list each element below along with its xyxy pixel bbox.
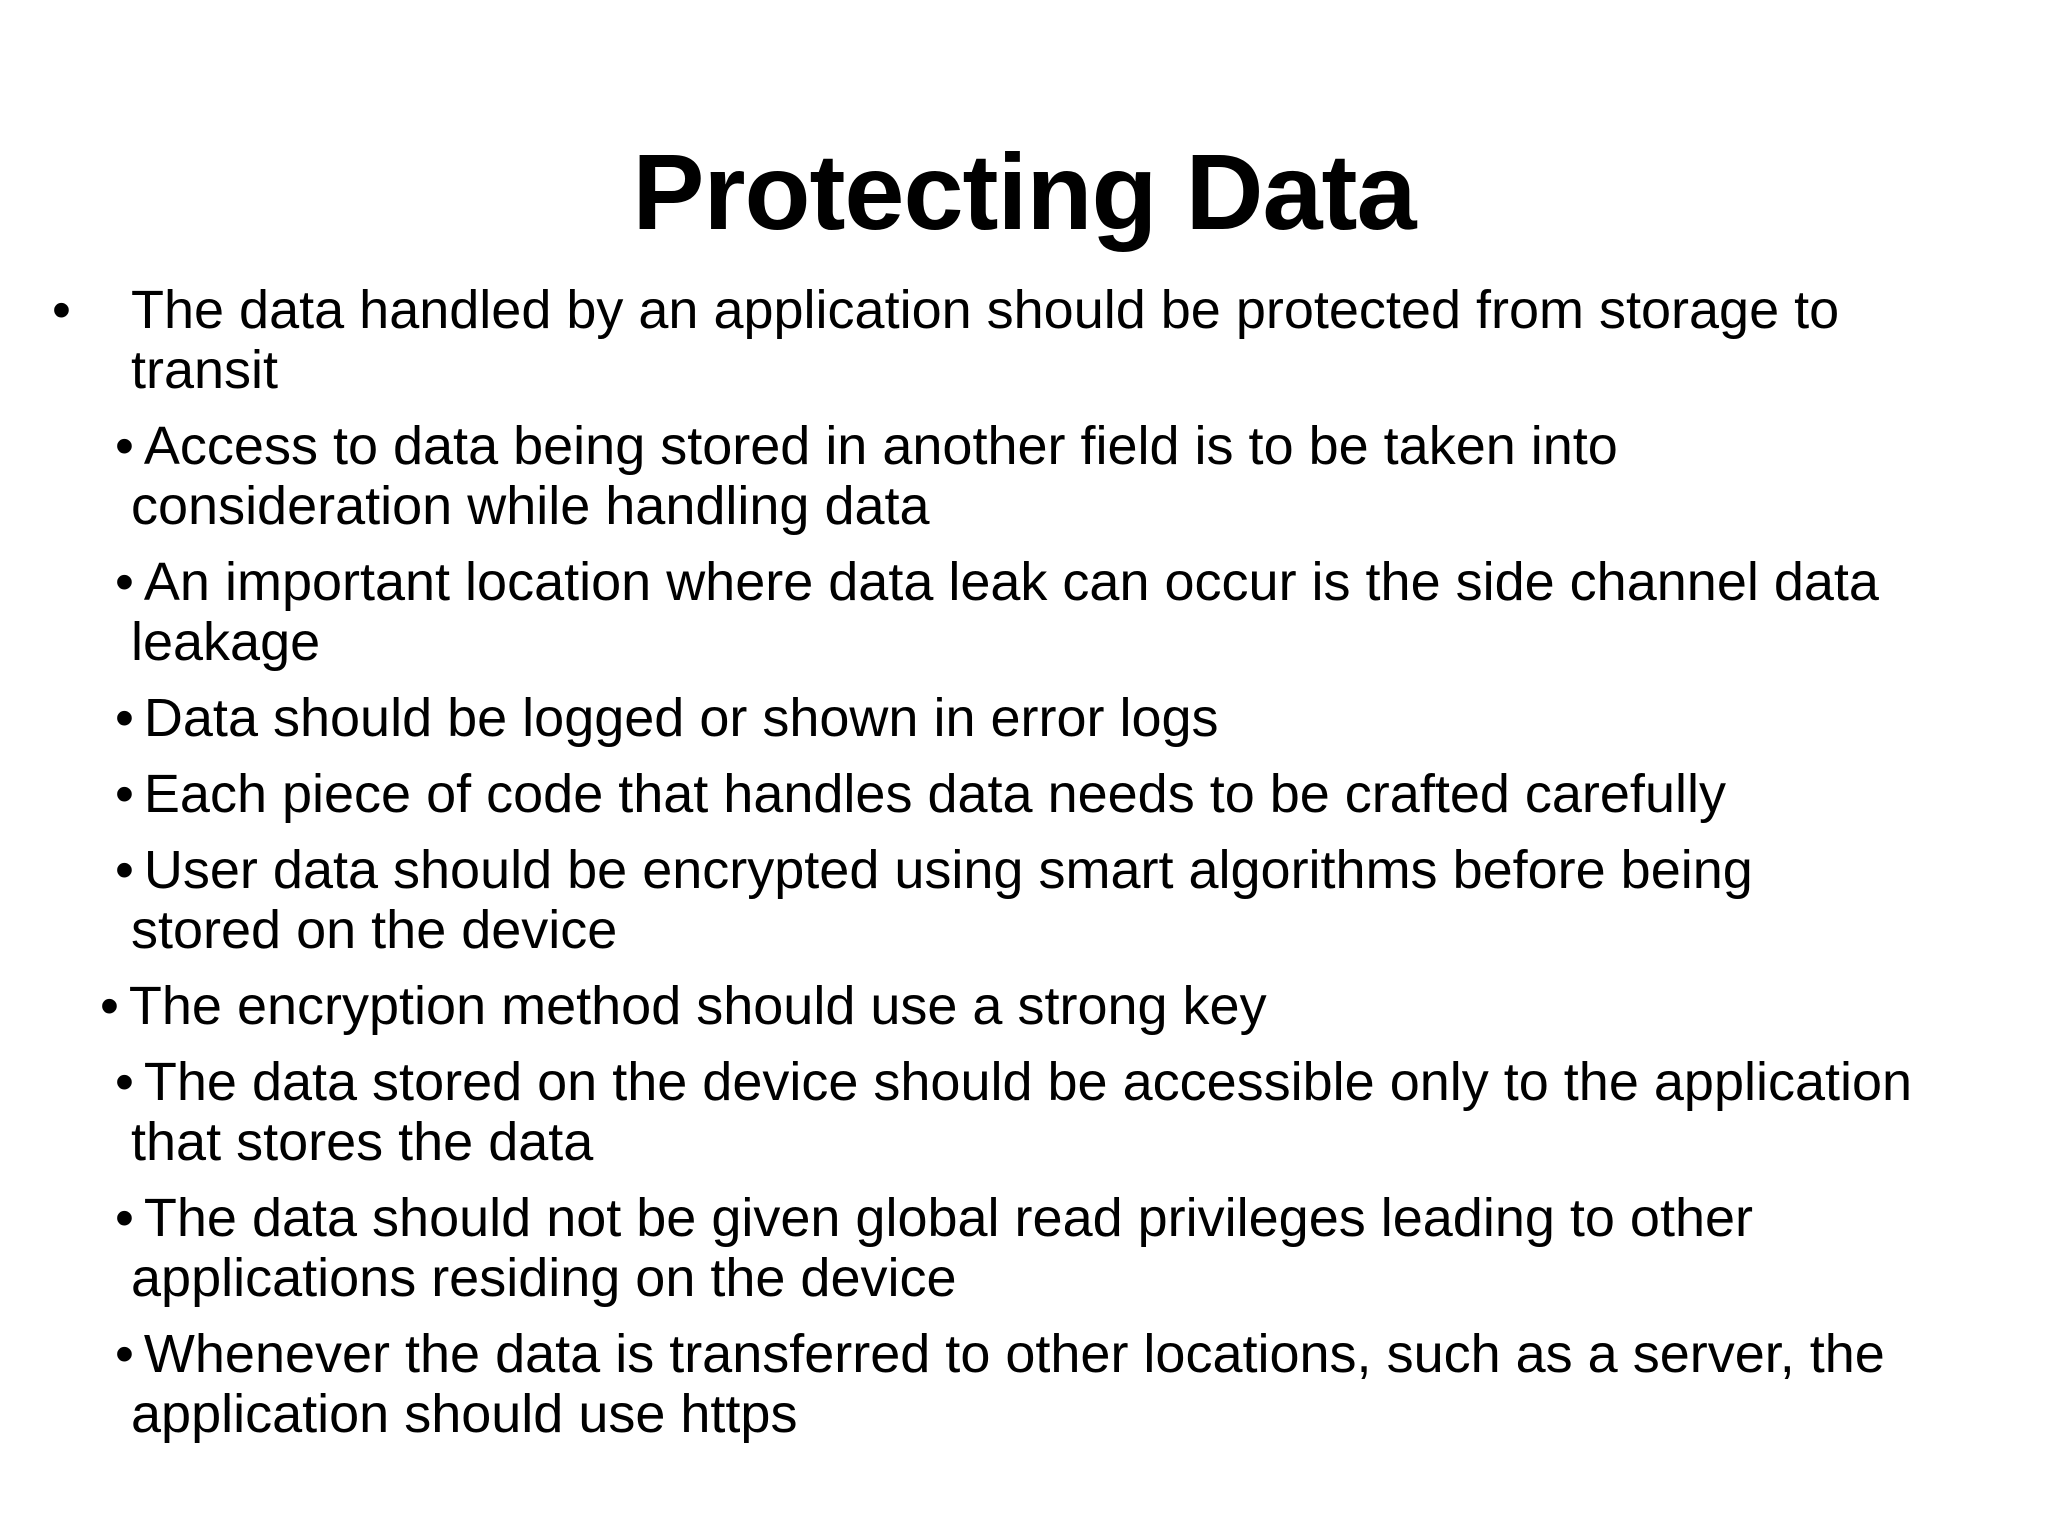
sub-bullet-3-marker: • [115,688,134,748]
sub-bullet-2-marker: • [115,552,134,612]
sub-bullet-8-line-1: The data should not be given global read privileges leading to other [143,1188,1754,1248]
sub-bullet-4-line-1: Each piece of code that handles data needs to be crafted carefully [143,764,1726,824]
main-bullet-line-2: transit [131,340,279,400]
sub-bullet-2-line-2: leakage [131,612,321,672]
sub-bullet-5-marker: • [115,840,134,900]
sub-bullet-5-line-2: stored on the device [131,900,618,960]
sub-bullet-7-marker: • [115,1052,134,1112]
sub-bullet-5-line-1: User data should be encrypted using smart algorithms before being [143,840,1753,900]
main-bullet-line-1: The data handled by an application should be protected from storage to [131,280,1840,340]
sub-bullet-9 [115,1324,1885,1384]
sub-bullet-4 [115,764,1726,824]
sub-bullet-6 [100,976,1267,1036]
sub-bullet-3 [115,688,1219,748]
main-bullet-marker: • [52,280,71,340]
sub-bullet-9-line-1: Whenever the data is transferred to other locations, such as a server, the [143,1324,1885,1384]
sub-bullet-8-marker: • [115,1188,134,1248]
sub-bullet-1-line-1: Access to data being stored in another field is to be taken into [143,416,1618,476]
sub-bullet-5 [115,840,1753,900]
sub-bullet-9-line-2: application should use https [131,1384,798,1444]
sub-bullet-2-line-1: An important location where data leak can occur is the side channel data [143,552,1879,612]
sub-bullet-3-line-1: Data should be logged or shown in error logs [143,688,1219,748]
sub-bullet-6-marker: • [100,976,119,1036]
slide-title: Protecting Data [632,131,1416,252]
sub-bullet-8 [115,1188,1753,1248]
sub-bullet-7 [115,1052,1912,1112]
sub-bullet-7-line-1: The data stored on the device should be accessible only to the application [143,1052,1913,1112]
sub-bullet-4-marker: • [115,764,134,824]
sub-bullet-2 [115,552,1879,612]
sub-bullet-1 [115,416,1618,476]
sub-bullet-1-line-2: consideration while handling data [131,476,930,536]
sub-bullet-9-marker: • [115,1324,134,1384]
sub-bullet-1-marker: • [115,416,134,476]
sub-bullet-7-line-2: that stores the data [131,1112,594,1172]
sub-bullet-8-line-2: applications residing on the device [131,1248,957,1308]
sub-bullet-6-line-1: The encryption method should use a strong key [128,976,1267,1036]
